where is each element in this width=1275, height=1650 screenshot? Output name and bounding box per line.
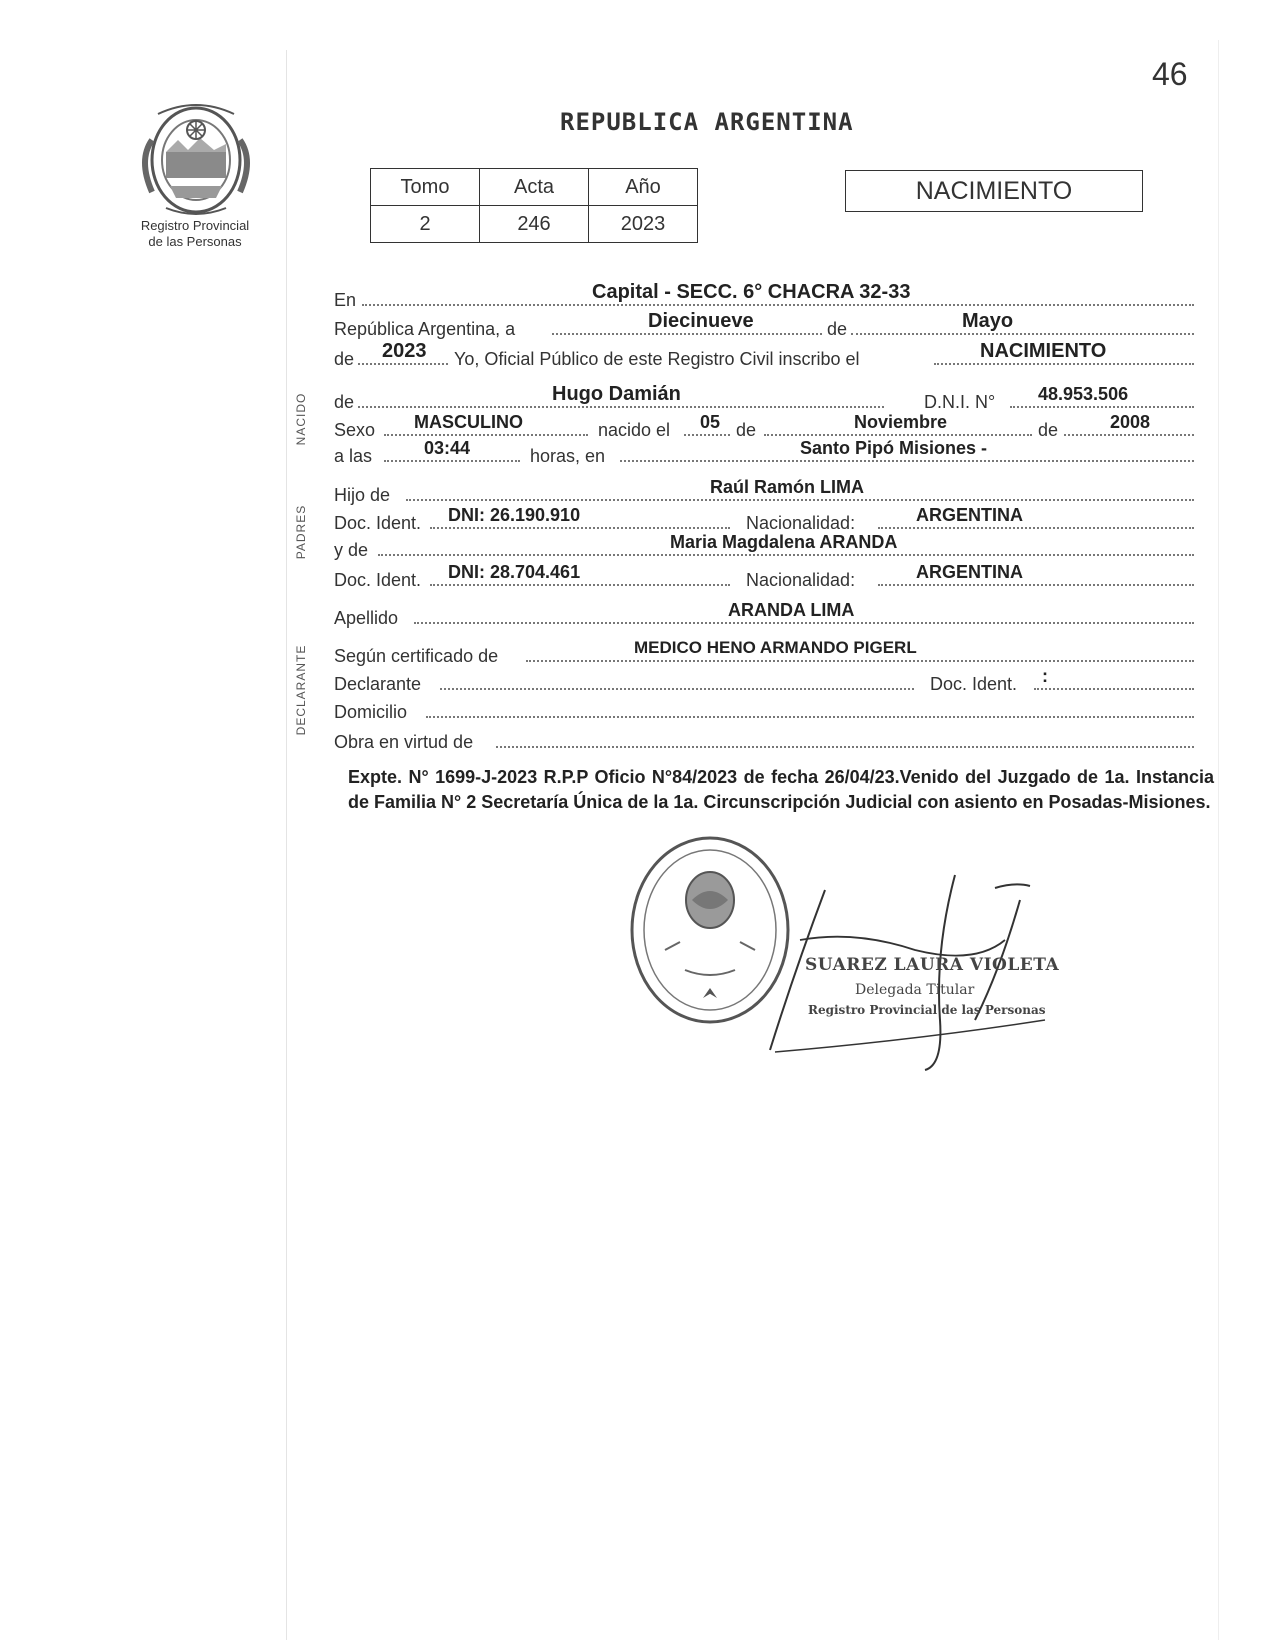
value-mother-doc: DNI: 28.704.461 [448, 562, 581, 582]
value-father-doc: DNI: 26.190.910 [448, 505, 581, 525]
right-edge-rule [1218, 40, 1219, 1640]
row-mother [334, 530, 1194, 560]
label-de: de [334, 349, 355, 369]
row-place [334, 280, 1194, 310]
label-de: de [334, 392, 355, 412]
dotted-leader [358, 406, 884, 408]
value-birth-year: 2008 [1110, 412, 1151, 432]
dotted-leader [851, 333, 1194, 335]
dotted-leader [378, 554, 1194, 556]
value-year: 2023 [382, 340, 427, 362]
label-obra-en-virtud: Obra en virtud de [334, 732, 474, 752]
dotted-leader [430, 527, 730, 529]
label-sexo: Sexo [334, 420, 376, 440]
label-a-las: a las [334, 446, 373, 466]
value-father: Raúl Ramón LIMA [710, 477, 865, 497]
reference-header-row [371, 169, 698, 206]
dotted-leader [426, 716, 1194, 718]
ano-value: 2023 [589, 206, 698, 243]
row-mother-doc [334, 560, 1194, 590]
label-de: de [736, 420, 757, 440]
value-surname: ARANDA LIMA [728, 600, 855, 620]
label-en: En [334, 290, 357, 310]
label-horas-en: horas, en [530, 446, 606, 466]
reference-table [370, 168, 698, 243]
value-month: Mayo [962, 310, 1014, 332]
value-certificate: MEDICO HENO ARMANDO PIGERL [634, 638, 917, 657]
registry-caption-line2: de las Personas [148, 234, 242, 249]
dotted-leader [362, 304, 1194, 306]
value-sex: MASCULINO [414, 412, 523, 432]
label-nacido-el: nacido el [598, 420, 671, 440]
value-declarant-doc: : [1042, 666, 1048, 686]
page-number: 46 [1152, 56, 1188, 92]
row-surname [334, 598, 1194, 628]
dotted-leader [358, 363, 448, 365]
judicial-note: Expte. N° 1699-J-2023 R.P.P Oficio N°84/2023 de fecha 26/04/23.Venido del Juzgado de 1a. Instancia de Familia N° 2 Secretaría Única de la 1a. Circunscripción Judicial con asiento en Posadas-Misiones. [348, 767, 1214, 812]
label-hijo-de: Hijo de [334, 485, 391, 505]
dotted-leader [878, 584, 1194, 586]
dotted-leader [526, 660, 1194, 662]
side-label-declarante: DECLARANTE [294, 644, 308, 736]
label-y-de: y de [334, 540, 369, 560]
record-type-box: NACIMIENTO [845, 170, 1143, 212]
value-day: Diecinueve [648, 310, 754, 332]
dotted-leader [414, 622, 1194, 624]
label-segun-certificado: Según certificado de [334, 646, 499, 666]
side-label-padres: PADRES [294, 504, 308, 560]
value-mother-nationality: ARGENTINA [916, 562, 1023, 582]
dotted-leader [934, 363, 1194, 365]
dotted-leader [552, 333, 822, 335]
value-act: NACIMIENTO [980, 340, 1107, 362]
label-doc-ident: Doc. Ident. [334, 570, 422, 590]
row-certificate [334, 636, 1194, 666]
row-father-doc [334, 503, 1194, 533]
dotted-leader [1010, 406, 1194, 408]
reference-value-row [371, 206, 698, 243]
row-declarant [334, 664, 1194, 694]
label-apellido: Apellido [334, 608, 399, 628]
value-birth-day: 05 [700, 412, 721, 432]
row-father [334, 475, 1194, 505]
value-hour: 03:44 [424, 438, 471, 458]
label-doc-ident: Doc. Ident. [334, 513, 422, 533]
acta-header: Acta [480, 169, 589, 206]
label-de: de [827, 319, 848, 339]
dotted-leader [1034, 688, 1194, 690]
label-de: de [1038, 420, 1059, 440]
label-doc-ident-declarant: Doc. Ident. [930, 674, 1018, 694]
row-pursuant [334, 722, 1194, 752]
label-nacionalidad: Nacionalidad: [746, 570, 856, 590]
row-date [334, 309, 1194, 339]
registry-caption-line1: Registro Provincial [140, 218, 250, 233]
signatory-role: Delegada Titular [855, 982, 975, 998]
tomo-value: 2 [371, 206, 480, 243]
dotted-leader [496, 746, 1194, 748]
tomo-header: Tomo [371, 169, 480, 206]
side-label-nacido: NACIDO [294, 392, 308, 446]
value-birth-month: Noviembre [854, 412, 948, 432]
value-place: Capital - SECC. 6° CHACRA 32-33 [592, 281, 911, 303]
label-yo: Yo, Oficial Público de este Registro Civil inscribo el [454, 349, 860, 369]
dotted-leader [406, 499, 1194, 501]
label-republica: República Argentina, a [334, 319, 516, 339]
value-name: Hugo Damián [552, 383, 681, 405]
label-nacionalidad: Nacionalidad: [746, 513, 856, 533]
value-mother: Maria Magdalena ARANDA [670, 532, 898, 552]
dotted-leader [878, 527, 1194, 529]
signatory-name: SUAREZ LAURA VIOLETA [805, 955, 1060, 975]
registry-caption [120, 218, 270, 250]
ano-header: Año [589, 169, 698, 206]
label-domicilio: Domicilio [334, 702, 408, 722]
row-time-place [334, 436, 1194, 466]
dotted-leader [384, 460, 520, 462]
signatory-organization: Registro Provincial de las Personas [808, 1003, 1046, 1017]
row-name-dni [334, 382, 1194, 412]
acta-value: 246 [480, 206, 589, 243]
dotted-leader [430, 584, 730, 586]
document-title: REPUBLICA ARGENTINA [560, 108, 854, 136]
label-dni: D.N.I. N° [924, 392, 996, 412]
margin-rule [286, 50, 287, 1640]
label-declarante: Declarante [334, 674, 422, 694]
row-year-act [334, 339, 1194, 369]
province-emblem-icon [130, 100, 262, 220]
value-dni: 48.953.506 [1038, 384, 1129, 404]
value-birth-place: Santo Pipó Misiones - [800, 438, 988, 458]
row-address [334, 692, 1194, 722]
value-father-nationality: ARGENTINA [916, 505, 1023, 525]
dotted-leader [440, 688, 914, 690]
dotted-leader [620, 460, 1194, 462]
